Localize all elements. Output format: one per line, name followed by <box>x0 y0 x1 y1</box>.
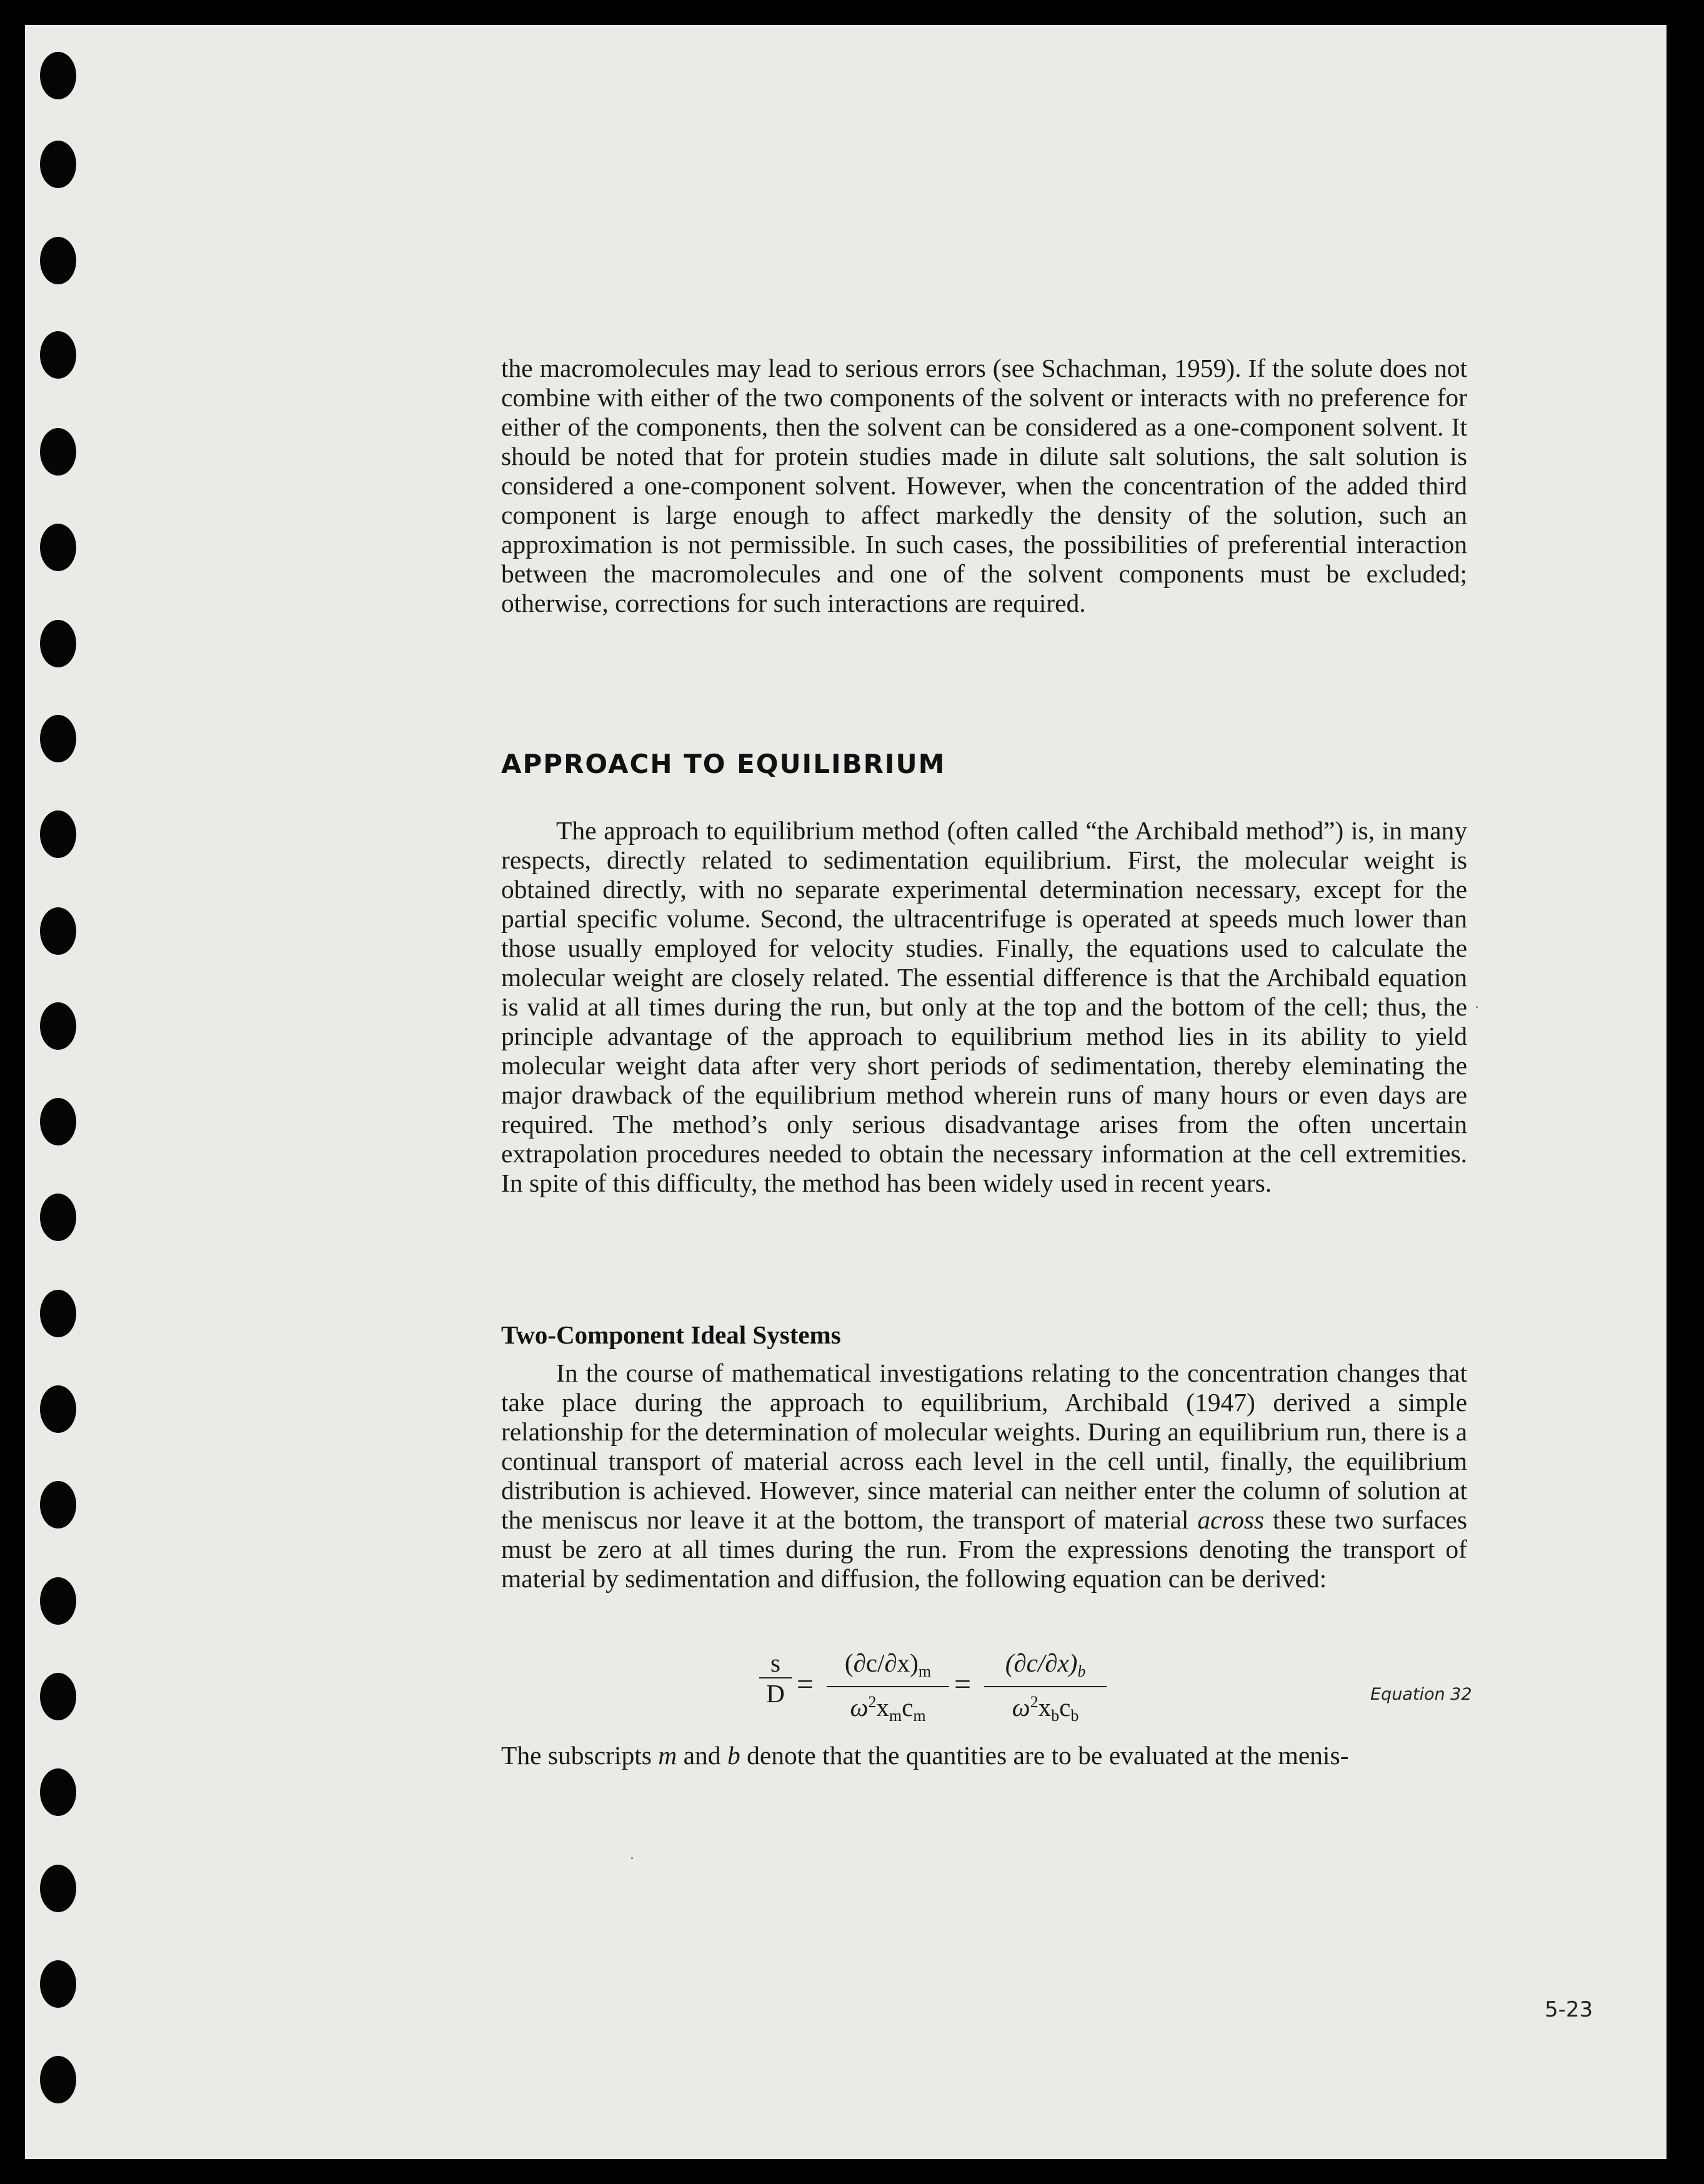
variable: x <box>876 1693 889 1722</box>
denominator <box>827 1687 949 1731</box>
fraction-bottom <box>984 1648 1107 1731</box>
partial-derivative: (∂c/∂x) <box>1005 1648 1078 1677</box>
fraction-s-over-d <box>759 1648 792 1708</box>
italic-variable: m <box>658 1741 677 1770</box>
scan-border-left <box>0 0 25 2184</box>
paragraph: the macromolecules may lead to serious errors (see Schachman, 1959). If the solute does not combine with either of the two components of the solvent or interacts with no preference for either of the components, then the solvent can be considered as a one-component solvent. It should be noted that for protein studies made in dilute salt solutions, the salt solution is considered a one-component solvent. However, when the concentration of the added third component is large enough to affect markedly the density of the solution, such an approximation is not permissible. In such cases, the possibilities of preferential interaction between the macromolecules and one of the solvent components must be excluded; otherwise, corrections for such interactions are required. <box>501 354 1467 617</box>
page-number: 5-23 <box>1545 1997 1593 2022</box>
scan-border-bottom <box>0 2159 1704 2184</box>
text-run: denote that the quantities are to be evaluated at the menis- <box>740 1741 1349 1770</box>
binder-hole <box>40 620 76 667</box>
partial-derivative: (∂c/∂x) <box>844 1648 919 1677</box>
variable: x <box>1038 1693 1052 1722</box>
equals-sign: = <box>797 1668 814 1701</box>
text-run: The subscripts <box>501 1741 659 1770</box>
scan-border-top <box>0 0 1704 25</box>
denominator: D <box>766 1679 785 1708</box>
binder-hole <box>40 1865 76 1912</box>
subsection-heading: Two-Component Ideal Systems <box>501 1320 841 1349</box>
binder-hole <box>40 1098 76 1145</box>
scan-speck <box>631 1857 633 1859</box>
superscript: 2 <box>1030 1693 1039 1711</box>
subscript: m <box>889 1707 902 1725</box>
paragraph <box>501 1359 1467 1593</box>
text-block-intro <box>501 354 1467 618</box>
binder-hole <box>40 1577 76 1625</box>
binder-hole <box>40 907 76 955</box>
subscript: b <box>1070 1707 1079 1725</box>
binder-hole <box>40 237 76 284</box>
numerator: s <box>770 1648 780 1677</box>
text-block-two-component <box>501 1359 1467 1593</box>
binder-hole <box>40 810 76 858</box>
section-heading: APPROACH TO EQUILIBRIUM <box>501 749 946 779</box>
paragraph <box>501 1741 1467 1770</box>
binder-hole <box>40 715 76 762</box>
binder-hole <box>40 1194 76 1241</box>
omega-symbol: ω <box>1012 1693 1030 1722</box>
equals-sign: = <box>954 1668 972 1701</box>
binder-hole <box>40 1768 76 1816</box>
numerator <box>827 1648 949 1686</box>
binder-hole <box>40 1002 76 1050</box>
omega-symbol: ω <box>850 1693 869 1722</box>
fraction-meniscus <box>827 1648 949 1731</box>
text-block-approach <box>501 816 1467 1198</box>
denominator <box>984 1687 1107 1731</box>
subscript: m <box>918 1662 932 1680</box>
binder-hole <box>40 524 76 571</box>
binder-hole <box>40 141 76 188</box>
binder-hole <box>40 1960 76 2008</box>
italic-variable: b <box>727 1741 740 1770</box>
superscript: 2 <box>868 1693 877 1711</box>
binder-hole <box>40 2056 76 2103</box>
text-run: and <box>677 1741 727 1770</box>
binder-hole <box>40 1290 76 1337</box>
variable: c <box>1059 1693 1071 1722</box>
binder-hole <box>40 1481 76 1528</box>
italic-emphasis: across <box>1197 1505 1265 1534</box>
binder-hole <box>40 428 76 476</box>
binder-hole <box>40 1385 76 1433</box>
subscript: b <box>1077 1662 1086 1680</box>
binder-hole <box>40 331 76 379</box>
binder-hole <box>40 52 76 99</box>
text-run: In the course of mathematical investigations relating to the concentration changes that take place during the approach to equilibrium, Archibald (1947) derived a simple relationship for the determination of molecular weights. During an equilibrium run, there is a continual transport of material across each level in the cell until, finally, the equilibrium distribution is achieved. However, since material can neither enter the column of solution at the meniscus nor leave it at the bottom, the transport of material <box>501 1359 1467 1534</box>
subscript: b <box>1051 1707 1060 1725</box>
numerator <box>984 1648 1107 1686</box>
binder-hole <box>40 1673 76 1720</box>
scan-speck <box>1476 1006 1478 1008</box>
text-run: these two surfaces must be zero at all times during the run. From the expressions denoting the transport of material by sedimentation and diffusion, the following equation can be derived: <box>501 1505 1467 1593</box>
variable: c <box>902 1693 914 1722</box>
scan-border-right <box>1667 0 1704 2184</box>
text-block-subscripts <box>501 1741 1467 1770</box>
equation-label: Equation 32 <box>1370 1685 1472 1704</box>
paragraph: The approach to equilibrium method (often called “the Archibald method”) is, in many respects, directly related to sedimentation equilibrium. First, the molecular weight is obtained directly, with no separate experimental determination necessary, except for the partial specific volume. Second, the ultracentrifuge is operated at speeds much lower than those usually employed for velocity studies. Finally, the equations used to calculate the molecular weight are closely related. The essential difference is that the Archibald equation is valid at all times during the run, but only at the top and the bottom of the cell; thus, the principle advantage of the approach to equilibrium method lies in its ability to yield molecular weight data after very short periods of sedimentation, thereby eleminating the major drawback of the equilibrium method wherein runs of many hours or even days are required. The method’s only serious disadvantage arises from the often uncertain extrapolation procedures needed to obtain the necessary information at the cell extremities. In spite of this difficulty, the method has been widely used in recent years. <box>501 816 1467 1197</box>
subscript: m <box>913 1707 926 1725</box>
